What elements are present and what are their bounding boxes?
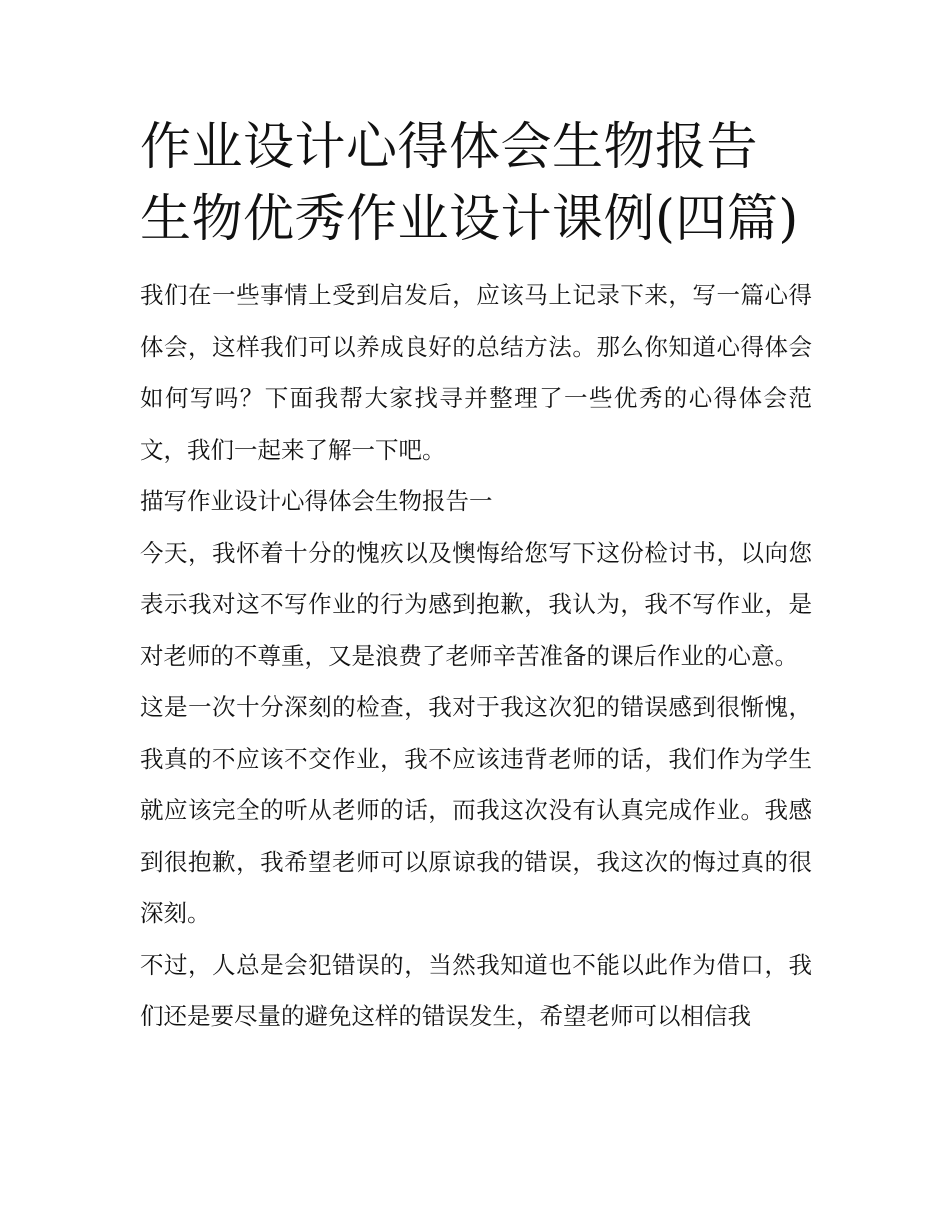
section-heading: 描写作业设计心得体会生物报告一 <box>140 487 493 515</box>
document-body <box>140 270 812 1043</box>
body-paragraph: 今天，我怀着十分的愧疚以及懊悔给您写下这份检讨书，以向您表示我对这不写作业的行为感到抱歉，我认为，我不写作业，是对老师的不尊重，又是浪费了老师辛苦准备的课后作业的心意。 <box>140 538 812 670</box>
intro-paragraph: 我们在一些事情上受到启发后，应该马上记录下来，写一篇心得体会，这样我们可以养成良好的总结方法。那么你知道心得体会如何写吗？下面我帮大家找寻并整理了一些优秀的心得体会范文，我们一起来了解一下吧。 <box>140 281 812 464</box>
document-title: 作业设计心得体会生物报告 生物优秀作业设计课例(四篇) <box>140 118 799 249</box>
document-content <box>140 112 812 1043</box>
body-paragraph: 不过，人总是会犯错误的，当然我知道也不能以此作为借口，我们还是要尽量的避免这样的错误发生，希望老师可以相信我 <box>140 950 812 1030</box>
body-paragraph: 这是一次十分深刻的检查，我对于我这次犯的错误感到很惭愧，我真的不应该不交作业，我不应该违背老师的话，我们作为学生就应该完全的听从老师的话，而我这次没有认真完成作业。我感到很抱歉，我希望老师可以原谅我的错误，我这次的悔过真的很深刻。 <box>140 693 812 927</box>
